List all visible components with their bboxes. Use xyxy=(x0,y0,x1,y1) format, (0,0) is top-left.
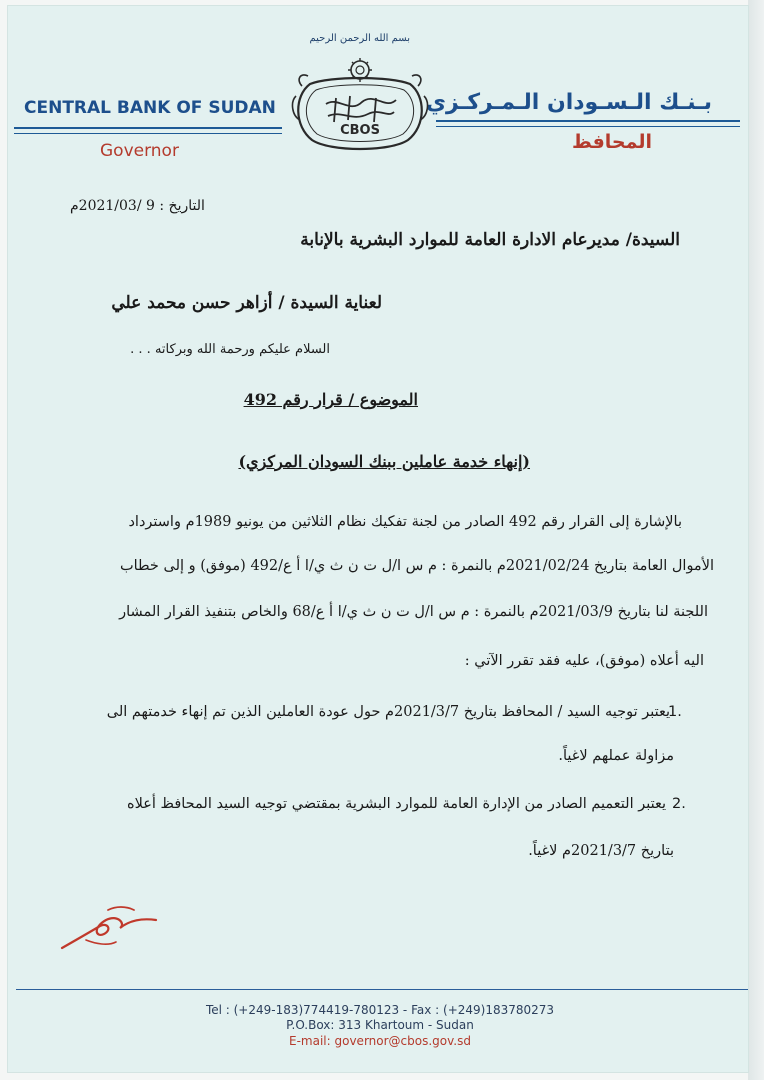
cbos-emblem-logo xyxy=(290,56,430,156)
recipient-line: السيدة/ مديرعام الادارة العامة للموارد البشرية بالإنابة xyxy=(300,230,680,250)
subject-line: الموضوع / قرار رقم 492 xyxy=(243,390,418,409)
header-rule-right-thin xyxy=(436,126,740,127)
bismillah-calligraphy: بسم الله الرحمن الرحيم xyxy=(309,33,410,44)
subject-title: (إنهاء خدمة عاملين ببنك السودان المركزي) xyxy=(238,452,530,471)
item-2-line-1: يعتبر التعميم الصادر من الإدارة العامة للموارد البشرية بمقتضي توجيه السيد المحافظ أعلاه xyxy=(127,796,666,812)
body-line-4: اليه أعلاه (موفق)، عليه فقد تقرر الآتي : xyxy=(464,653,704,669)
office-english: Governor xyxy=(100,141,179,161)
attention-line: لعناية السيدة / أزاهر حسن محمد علي xyxy=(111,293,382,313)
item-2-line-2: بتاريخ 2021/3/7م لاغياً. xyxy=(528,843,674,859)
greeting-line: السلام عليكم ورحمة الله وبركاته . . . xyxy=(130,342,330,357)
header-rule-right xyxy=(436,120,740,122)
header-rule-left xyxy=(14,127,282,129)
body-line-2: الأموال العامة بتاريخ 2021/02/24م بالنمرة : م س ا/ل ت ن ث ي/ا أ ع/492 (موفق) و إلى خطاب xyxy=(119,558,714,574)
item-number-2: 2. xyxy=(672,796,686,812)
header-rule-left-thin xyxy=(14,133,282,134)
footer-email: E-mail: governor@cbos.gov.sd xyxy=(289,1034,471,1048)
letter-date: التاريخ : 9 /2021/03م xyxy=(70,198,205,214)
footer-pobox: P.O.Box: 313 Khartoum - Sudan xyxy=(286,1018,474,1032)
bank-name-arabic: بـنـك الـسـودان الـمـركـزي xyxy=(425,90,712,115)
body-line-3: اللجنة لنا بتاريخ 2021/03/9م بالنمرة : م س ا/ل ت ن ث ي/ا أ ع/68 والخاص بتنفيذ القرار المشار xyxy=(119,604,708,620)
bank-name-english: CENTRAL BANK OF SUDAN xyxy=(24,98,276,118)
office-arabic: المحافظ xyxy=(572,131,652,153)
page-edge-shadow xyxy=(748,0,764,1080)
footer-phone-fax: Tel : (+249-183)774419-780123 - Fax : (+249)183780273 xyxy=(205,1003,555,1017)
body-line-1: بالإشارة إلى القرار رقم 492 الصادر من لجنة تفكيك نظام الثلاثين من يونيو 1989م واسترداد xyxy=(128,514,682,530)
handwritten-signature xyxy=(56,896,166,956)
footer-rule xyxy=(16,989,748,990)
emblem-label: CBOS xyxy=(340,123,380,138)
item-number-1: 1. xyxy=(668,704,682,720)
item-1-line-1: يعتبر توجيه السيد / المحافظ بتاريخ 2021/3/7م حول عودة العاملين الذين تم إنهاء خدمتهم الى xyxy=(106,704,670,720)
item-1-line-2: مزاولة عملهم لاغياً. xyxy=(558,748,674,764)
